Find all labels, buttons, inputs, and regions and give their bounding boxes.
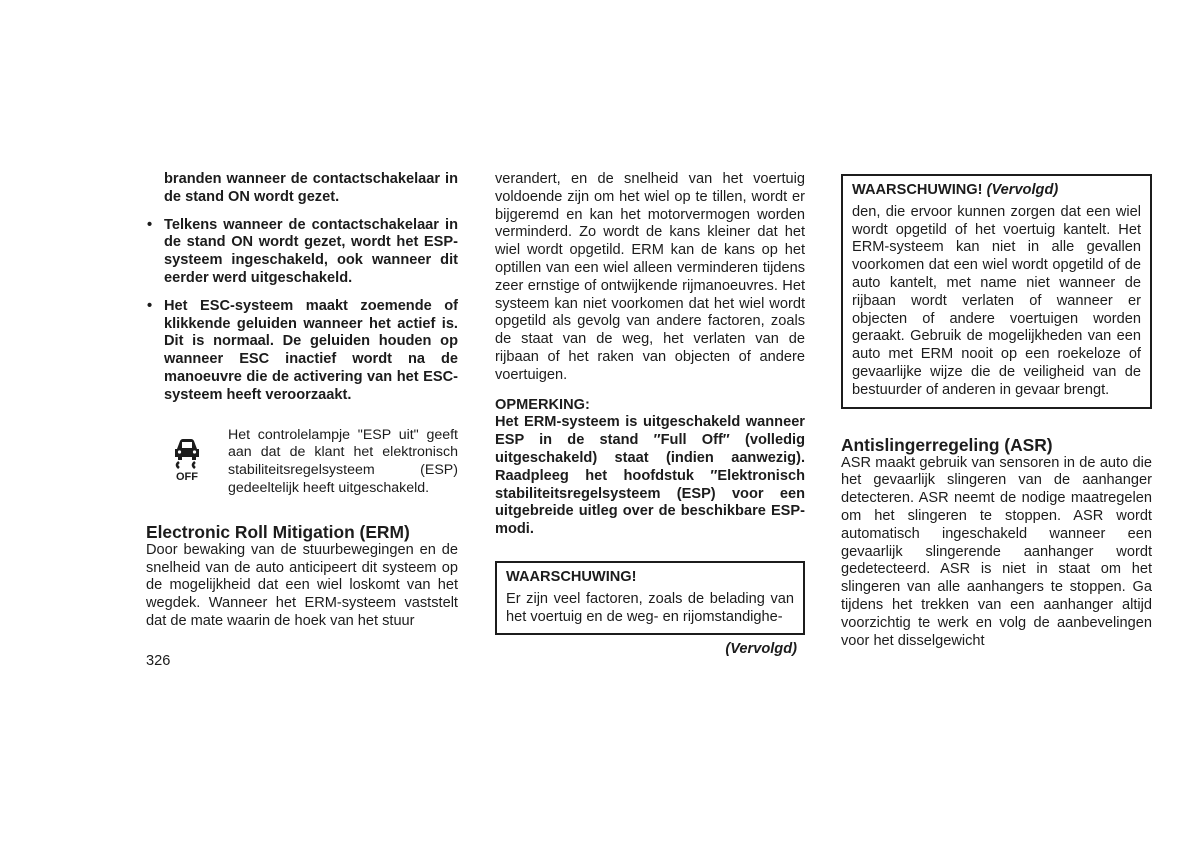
warning-title: WAARSCHUWING! (506, 568, 637, 585)
asr-heading: Antislingerregeling (ASR) (841, 434, 1053, 455)
warning-text: den, die ervoor kunnen zorgen dat een wiel wordt opgetild of het voertuig kantelt. Het ERM-systeem kan niet in alle gevallen voorkomen dat een wiel wordt opgetild of de auto kantelt, met name niet wanneer de rijbaan wordt verlaten of wanneer er objecten of andere voertuigen worden geraakt. Gebruik de mogelijkheden van een auto met ERM nooit op een roekeloze of gevaarlijke wijze die de veiligheid van de bestuurder of anderen in gevaar brengt. (852, 203, 1141, 398)
note-text: Het ERM-systeem is uitgeschakeld wanneer ESP in de stand ″Full Off″ (volledig uitgeschakeld) staat (indien aanwezig). Raadpleeg het hoofdstuk ″Elektronisch stabiliteitsregelsysteem (ESP) voor een uitgebreide uitleg over de beschikbare ESP-modi. (495, 414, 805, 538)
bullet-text: Het ESC-systeem maakt zoemende of klikkende geluiden wanneer het actief is. Dit is normaal. De geluiden houden op wanneer ESC inactief wordt na de manoeuvre die de activering van het ESC-systeem heeft veroorzaakt. (164, 297, 458, 403)
warning-continued-label: (Vervolgd) (986, 182, 1059, 198)
erm-heading: Electronic Roll Mitigation (ERM) (146, 521, 410, 542)
warning-title-text: WAARSCHUWING! (852, 182, 983, 198)
asr-text: ASR maakt gebruik van sensoren in de auto die het gevaarlijk slingeren van de aanhanger detecteren. ASR neemt de nodige maatregelen om het slingeren te stoppen. ASR wordt automatisch ingeschakeld wanneer een gevaarlijk slingerende aanhanger wordt gedetecteerd. ASR is niet in staat om het slingeren van alle aanhangers te stoppen. Ga tijdens het trekken van een aanhanger altijd voorzichtig te werk en volg de aanbevelingen voor het disselgewicht (841, 454, 1152, 649)
page-number: 326 (146, 653, 171, 669)
warning-text: Er zijn veel factoren, zoals de belading van het voertuig en de weg- en rijomstandighe- (506, 590, 794, 625)
esp-off-icon (146, 427, 228, 498)
list-item (146, 298, 458, 405)
esp-indicator-row (146, 427, 458, 498)
bullet-icon: • (147, 216, 153, 233)
list-item (146, 217, 458, 288)
bullet-icon: • (147, 297, 153, 314)
esp-indicator-text: Het controlelampje "ESP uit" geeft aan dat de klant het elektronisch stabiliteitsregelsysteem (ESP) gedeeltelijk heeft uitgeschakeld. (228, 426, 458, 496)
continued-label: (Vervolgd) (725, 641, 797, 658)
erm-text: Door bewaking van de stuurbewegingen en de snelheid van de auto anticipeert dit systeem op de mogelijkheid dat een wiel loskomt van het wegdek. Wanneer het ERM-systeem vaststelt dat de mate waarin de hoek van het stuur (146, 541, 458, 629)
column-left (146, 171, 458, 631)
warning-box (495, 561, 805, 635)
column-right (841, 174, 1152, 650)
erm-continued-text: verandert, en de snelheid van het voertuig voldoende zijn om het wiel op te tillen, wordt er bijgeremd en kan het motorvermogen worden verminderd. Zo wordt de kans kleiner dat het wiel wordt opgetild. ERM kan de kans op het optillen van een wiel alleen verminderen tijdens zeer ernstige of ontwijkende rijmanoeuvres. Het systeem kan niet voorkomen dat het wiel wordt opgetild als gevolg van andere factoren, zoals de staat van de weg, het verlaten van de rijbaan of het raken van objecten of andere voertuigen. (495, 171, 805, 383)
bullet-list (146, 217, 458, 405)
bullet-text: Telkens wanneer de contactschakelaar in de stand ON wordt gezet, wordt het ESP-systeem ingeschakeld, ook wanneer dit eerder werd uitgeschakeld. (164, 216, 458, 286)
intro-text: branden wanneer de contactschakelaar in de stand ON wordt gezet. (164, 171, 458, 205)
warning-box-continued (841, 174, 1152, 409)
note-label: OPMERKING: (495, 396, 590, 413)
esp-off-icon-label: OFF (176, 470, 198, 483)
warning-title (852, 182, 1141, 200)
column-middle (495, 171, 805, 659)
